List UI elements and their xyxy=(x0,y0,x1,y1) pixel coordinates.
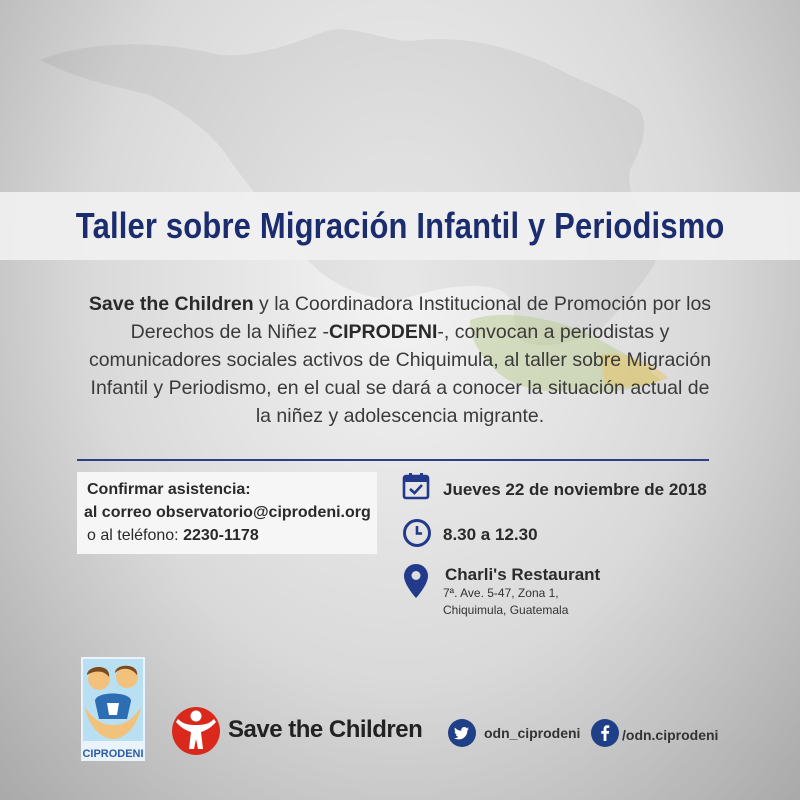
page-title: Taller sobre Migración Infantil y Periodismo xyxy=(75,205,725,246)
ciprodeni-logo xyxy=(81,657,145,761)
event-address-line2: Chiquimula, Guatemala xyxy=(443,603,569,617)
facebook-handle[interactable]: /odn.ciprodeni xyxy=(622,727,719,743)
divider xyxy=(77,459,709,461)
intro-text-1: y la Coordinadora Institucional de Promoción por los Derechos de la Niñez - xyxy=(130,293,712,343)
facebook-icon[interactable] xyxy=(591,719,619,747)
ciprodeni-logo-text: CIPRODENI xyxy=(82,748,144,760)
event-address xyxy=(443,585,568,619)
intro-org-ciprodeni: CIPRODENI xyxy=(329,321,438,343)
calendar-icon xyxy=(402,472,430,500)
save-the-children-logo-text: Save the Children xyxy=(228,716,423,743)
location-pin-icon xyxy=(403,563,429,599)
confirm-phone[interactable]: 2230-1178 xyxy=(183,527,259,544)
confirm-heading: Confirmar asistencia: xyxy=(87,481,251,498)
event-date: Jueves 22 de noviembre de 2018 xyxy=(443,480,707,499)
twitter-handle[interactable]: odn_ciprodeni xyxy=(484,725,581,741)
event-address-line1: 7ª. Ave. 5-47, Zona 1, xyxy=(443,586,559,600)
clock-icon xyxy=(402,518,432,548)
intro-text-2: -, convocan a periodistas y comunicadores sociales activos de Chiquimula, al taller sobre Migración Infantil y Periodismo, en el cual se dará a conocer la situación actual de la niñez y adolescencia migrante. xyxy=(88,321,712,427)
confirm-email[interactable]: al correo observatorio@ciprodeni.org xyxy=(84,504,371,521)
title-band xyxy=(0,192,800,260)
confirm-phone-label: o al teléfono: xyxy=(87,527,184,544)
confirm-box xyxy=(77,472,377,554)
event-venue: Charli's Restaurant xyxy=(445,565,601,584)
intro-paragraph xyxy=(88,290,712,430)
event-time: 8.30 a 12.30 xyxy=(443,525,538,544)
twitter-icon[interactable] xyxy=(448,719,476,747)
intro-org-save-the-children: Save the Children xyxy=(88,293,254,315)
save-the-children-icon xyxy=(170,703,222,757)
confirm-phone-line xyxy=(85,524,377,547)
